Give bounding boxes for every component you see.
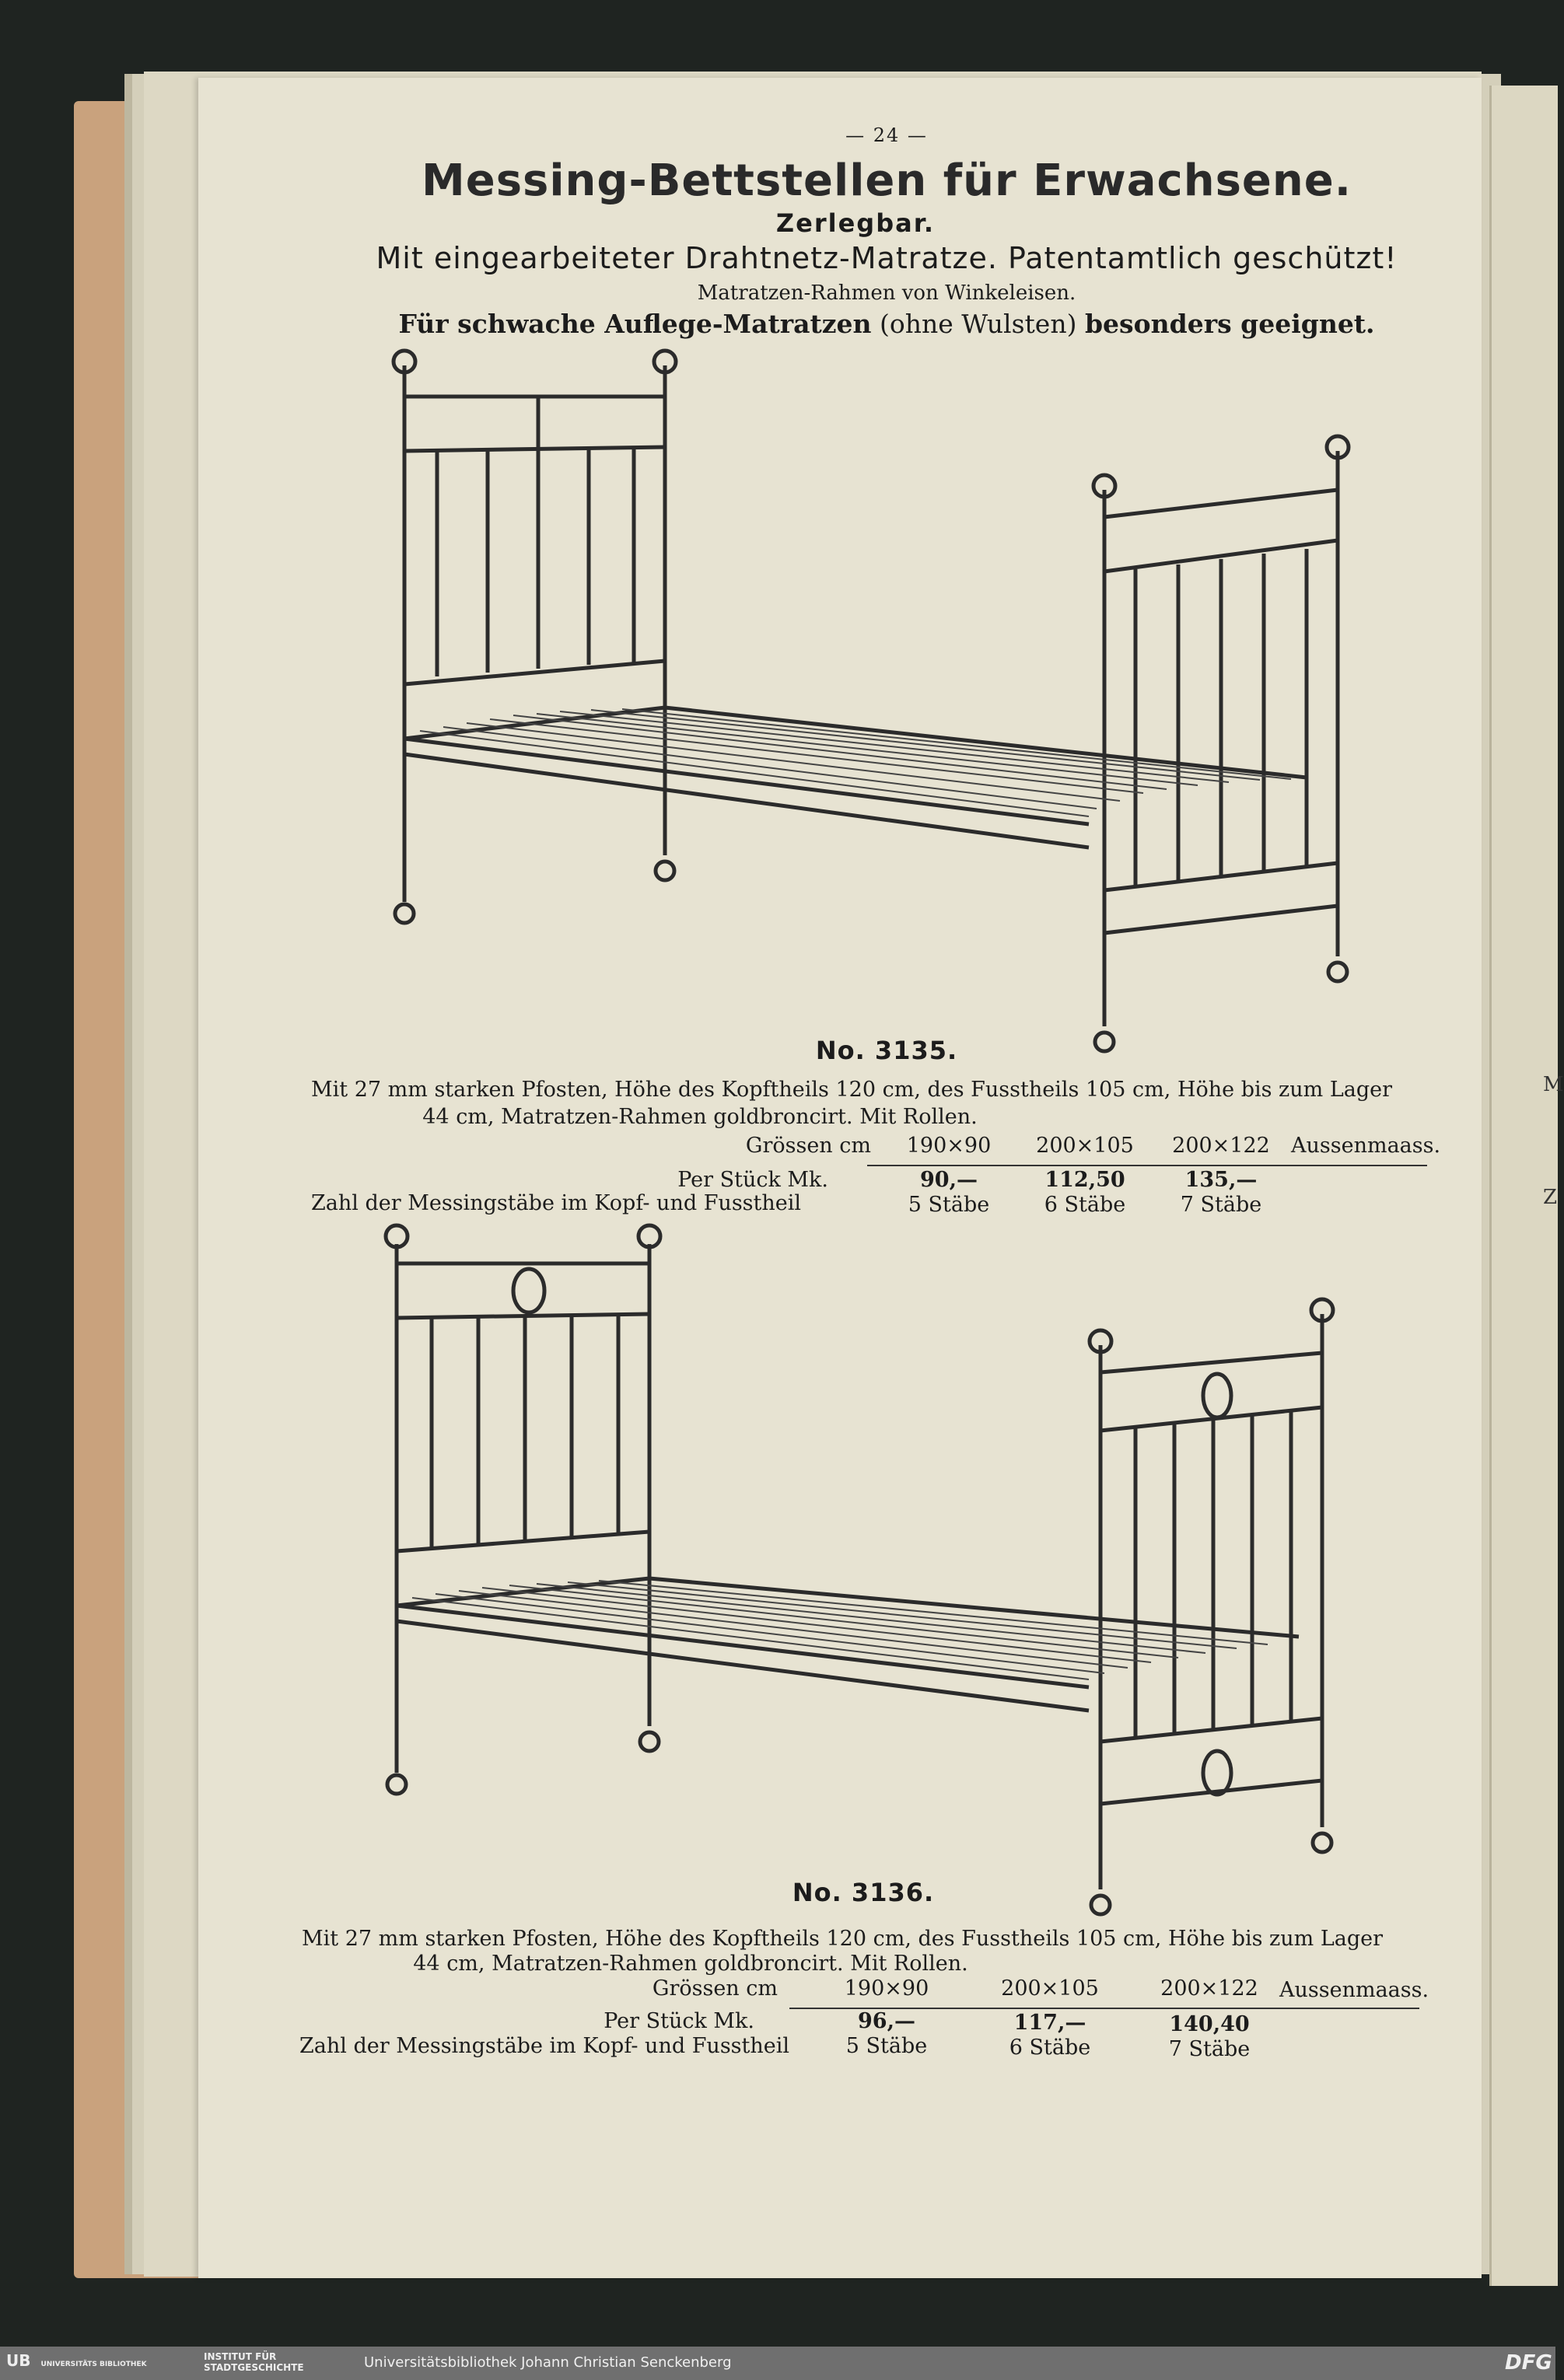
bars-3136-2: 7 Stäbe xyxy=(1168,2037,1251,2061)
sizes-label-3135: Grössen cm xyxy=(745,1134,871,1158)
sizes-suffix-3136: Aussenmaass. xyxy=(1279,1978,1429,2002)
bars-3135-0: 5 Stäbe xyxy=(908,1193,990,1217)
price-3135-2: 135,— xyxy=(1184,1168,1258,1192)
table-rule-3135 xyxy=(867,1165,1427,1166)
ub-logo-text: UB xyxy=(6,2351,31,2370)
page-number: — 24 — xyxy=(845,124,928,146)
dfg-logo: DFG xyxy=(1505,2351,1552,2375)
sizes-label-3136: Grössen cm xyxy=(652,1976,778,2001)
price-label-3136: Per Stück Mk. xyxy=(604,2009,754,2033)
bars-label-3135: Zahl der Messingstäbe im Kopf- und Fusstheil xyxy=(311,1191,802,1215)
size-3135-1: 200×105 xyxy=(1036,1134,1134,1158)
suitability-part1: Für schwache Auflege-Matratzen xyxy=(398,309,872,339)
suitability-part3: besonders geeignet. xyxy=(1084,309,1375,339)
subtitle-bold: Zerlegbar. xyxy=(775,208,936,238)
model-number-3136: No. 3136. xyxy=(792,1878,935,1907)
bed-illustration-3136 xyxy=(366,1213,1377,1928)
price-3136-1: 117,— xyxy=(1013,2011,1086,2035)
subtitle: Mit eingearbeiteter Drahtnetz-Matratze. Patentamtlich geschützt! xyxy=(376,241,1398,275)
description-3135-line2: 44 cm, Matratzen-Rahmen goldbroncirt. Mit Rollen. xyxy=(422,1105,978,1129)
bars-3136-1: 6 Stäbe xyxy=(1009,2036,1091,2060)
bed-illustration-3135 xyxy=(373,342,1384,1073)
description-3136-line1: Mit 27 mm starken Pfosten, Höhe des Kopftheils 120 cm, des Fusstheils 105 cm, Höhe bis zum Lager xyxy=(302,1927,1384,1951)
ub-logo-sub: UNIVERSITÄTS BIBLIOTHEK xyxy=(40,2361,147,2368)
bars-label-3136: Zahl der Messingstäbe im Kopf- und Fusstheil xyxy=(299,2034,790,2058)
size-3136-2: 200×122 xyxy=(1160,1976,1258,2001)
price-3135-1: 112,50 xyxy=(1044,1168,1125,1192)
price-3136-2: 140,40 xyxy=(1169,2012,1250,2036)
next-page-edge xyxy=(1489,86,1564,2286)
page-title: Messing-Bettstellen für Erwachsene. xyxy=(421,156,1352,206)
ub-logo xyxy=(6,2351,154,2375)
description-3135-line1: Mit 27 mm starken Pfosten, Höhe des Kopftheils 120 cm, des Fusstheils 105 cm, Höhe bis zum Lager xyxy=(311,1078,1393,1102)
description-3136-line2: 44 cm, Matratzen-Rahmen goldbroncirt. Mit Rollen. xyxy=(413,1952,968,1976)
frame-note: Matratzen-Rahmen von Winkeleisen. xyxy=(697,281,1076,305)
price-3136-0: 96,— xyxy=(858,2009,915,2033)
footer-bar xyxy=(0,2347,1555,2380)
size-3136-0: 190×90 xyxy=(844,1976,929,2001)
sizes-suffix-3135: Aussenmaass. xyxy=(1291,1134,1441,1158)
bars-3136-0: 5 Stäbe xyxy=(845,2034,928,2058)
bars-3135-1: 6 Stäbe xyxy=(1044,1193,1126,1217)
size-3135-0: 190×90 xyxy=(906,1134,992,1158)
bars-3135-2: 7 Stäbe xyxy=(1180,1193,1262,1217)
next-page-letter-1: M xyxy=(1543,1073,1564,1096)
size-3136-1: 200×105 xyxy=(1001,1976,1099,2001)
suitability-part2: (ohne Wulsten) xyxy=(879,309,1077,339)
size-3135-2: 200×122 xyxy=(1172,1134,1270,1158)
price-label-3135: Per Stück Mk. xyxy=(677,1168,828,1192)
institute-label: INSTITUT FÜR STADTGESCHICHTE xyxy=(204,2351,304,2373)
suitability-note xyxy=(373,309,1400,339)
next-page-letter-2: Z xyxy=(1543,1186,1558,1209)
model-number-3135: No. 3135. xyxy=(815,1036,958,1065)
library-name: Universitätsbibliothek Johann Christian Senckenberg xyxy=(364,2354,732,2371)
price-3135-0: 90,— xyxy=(920,1168,978,1192)
